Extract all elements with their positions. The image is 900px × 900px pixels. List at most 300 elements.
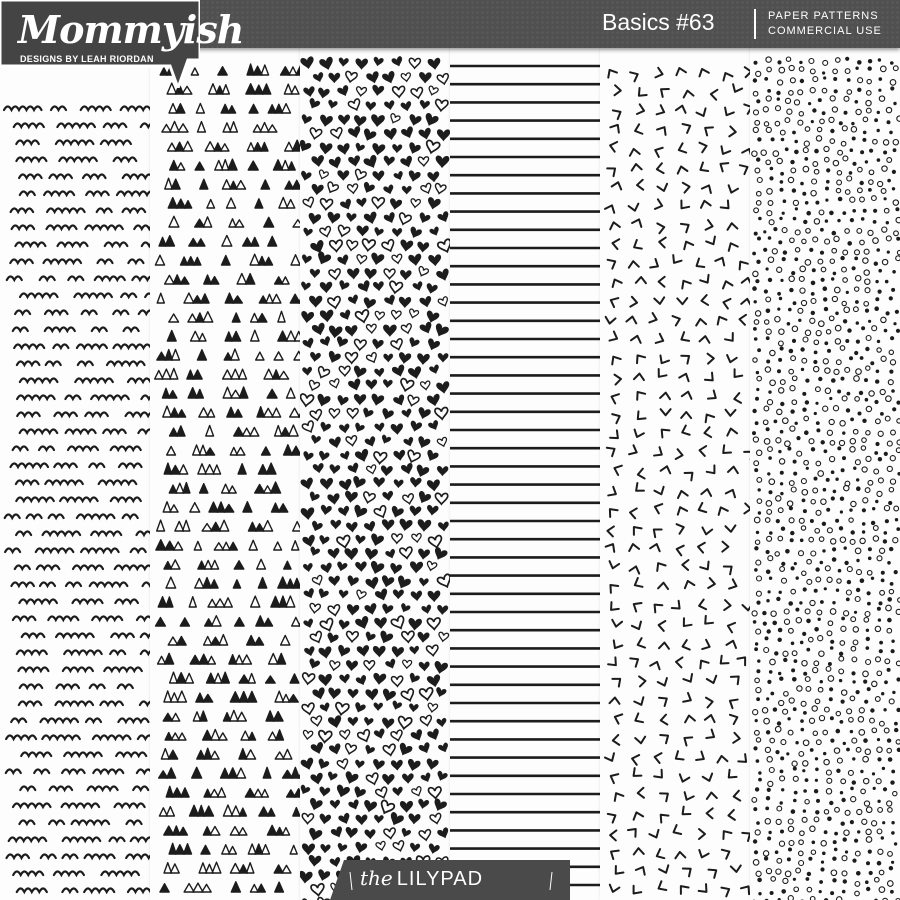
- scallop-mark: [90, 583, 128, 587]
- dot-mark: [864, 700, 868, 704]
- heart-mark: [302, 813, 314, 823]
- ring-mark: [827, 577, 832, 582]
- scallop-mark: [123, 175, 150, 179]
- chevron-mark: [651, 601, 662, 612]
- chevron-mark: [670, 255, 682, 266]
- ring-mark: [772, 249, 777, 254]
- chevron-mark: [716, 505, 728, 515]
- scallop-mark: [86, 192, 109, 196]
- ring-mark: [777, 858, 782, 863]
- heart-mark: [312, 575, 324, 586]
- dot-mark: [773, 227, 777, 231]
- dot-mark: [871, 577, 874, 580]
- ring-mark: [754, 208, 759, 213]
- chevron-mark: [695, 318, 706, 325]
- heart-mark: [307, 98, 320, 111]
- scallop-mark: [142, 243, 150, 247]
- dot-mark: [810, 519, 814, 523]
- ring-mark: [830, 609, 836, 615]
- heart-mark: [419, 662, 430, 672]
- heart-mark: [399, 297, 411, 308]
- triangle-mark: [190, 503, 200, 512]
- chevron-mark: [658, 426, 669, 437]
- scallop-mark: [13, 447, 28, 451]
- dot-mark: [864, 378, 868, 382]
- scallop-mark: [20, 379, 58, 383]
- triangle-mark: [276, 730, 284, 740]
- dot-mark: [862, 530, 865, 533]
- triangle-mark: [289, 425, 298, 436]
- dot-mark: [819, 880, 823, 884]
- dot-mark: [896, 401, 900, 405]
- heart-mark: [353, 702, 366, 714]
- scallop-mark: [41, 855, 56, 859]
- ring-mark: [789, 65, 794, 70]
- dot-mark: [857, 60, 862, 65]
- scallop-mark: [137, 617, 150, 621]
- heart-mark: [353, 115, 367, 127]
- dot-mark: [780, 402, 784, 406]
- heart-mark: [418, 212, 431, 225]
- chevron-mark: [708, 866, 719, 878]
- triangle-mark: [222, 255, 231, 265]
- ring-mark: [896, 256, 900, 261]
- ring-mark: [866, 406, 871, 411]
- dot-mark: [843, 319, 847, 323]
- triangle-mark: [232, 313, 240, 322]
- chevron-mark: [606, 542, 618, 552]
- ring-mark: [816, 461, 821, 466]
- triangle-mark: [291, 446, 300, 455]
- scallop-mark: [36, 549, 74, 553]
- triangle-mark: [169, 216, 179, 227]
- ring-mark: [775, 726, 781, 732]
- heart-mark: [345, 353, 357, 364]
- chevron-mark: [706, 220, 714, 231]
- dot-mark: [859, 391, 863, 395]
- triangle-mark: [204, 275, 211, 284]
- dot-mark: [858, 412, 862, 416]
- chevron-mark: [660, 732, 671, 744]
- heart-mark: [389, 113, 401, 124]
- chevron-mark: [720, 445, 731, 456]
- dot-mark: [776, 597, 780, 601]
- dot-mark: [755, 397, 759, 401]
- triangle-mark: [178, 410, 186, 417]
- chevron-mark: [706, 697, 713, 708]
- chevron-mark: [608, 847, 618, 859]
- ring-mark: [880, 721, 885, 726]
- dot-mark: [852, 137, 856, 141]
- heart-mark: [356, 815, 368, 825]
- ring-mark: [802, 571, 806, 575]
- heart-mark: [335, 784, 350, 798]
- triangle-mark: [165, 653, 174, 664]
- heart-mark: [301, 254, 312, 264]
- ring-mark: [838, 150, 843, 155]
- scallop-mark: [126, 855, 150, 859]
- heart-mark: [302, 420, 317, 434]
- ring-mark: [890, 479, 895, 484]
- triangle-mark: [197, 350, 206, 360]
- scallop-mark: [73, 566, 103, 570]
- dot-mark: [811, 311, 815, 315]
- ring-mark: [863, 671, 869, 677]
- scallop-mark: [49, 515, 64, 519]
- dot-mark: [846, 291, 849, 294]
- ring-mark: [792, 326, 797, 331]
- dot-mark: [891, 288, 895, 292]
- heart-mark: [428, 591, 441, 602]
- ring-mark: [791, 356, 796, 361]
- dot-mark: [754, 300, 757, 303]
- dot-mark: [832, 557, 837, 562]
- triangle-mark: [157, 520, 165, 531]
- dot-mark: [812, 108, 816, 112]
- heart-mark: [398, 352, 411, 364]
- ring-mark: [886, 605, 892, 611]
- dot-mark: [793, 460, 797, 464]
- dot-mark: [780, 430, 784, 434]
- scallop-mark: [39, 447, 54, 451]
- dot-mark: [863, 738, 868, 743]
- triangle-mark: [162, 388, 169, 398]
- dot-mark: [852, 780, 856, 784]
- triangle-mark: [230, 710, 238, 721]
- triangle-mark: [278, 577, 288, 588]
- ring-mark: [800, 831, 805, 836]
- dot-mark: [789, 506, 793, 510]
- ring-mark: [864, 778, 869, 783]
- heart-mark: [340, 309, 353, 321]
- dot-mark: [893, 102, 896, 105]
- heart-mark: [300, 871, 313, 884]
- triangle-mark: [288, 162, 295, 170]
- chevron-mark: [657, 184, 668, 193]
- dot-mark: [823, 286, 828, 291]
- dot-mark: [837, 219, 840, 222]
- triangle-mark: [207, 656, 215, 664]
- heart-mark: [383, 212, 397, 225]
- heart-mark: [371, 339, 383, 350]
- ring-mark: [827, 528, 832, 533]
- chevron-mark: [727, 185, 738, 194]
- scallop-mark: [17, 413, 40, 417]
- triangle-mark: [283, 770, 293, 778]
- scallop-mark: [18, 668, 48, 672]
- heart-mark: [348, 155, 361, 167]
- scallop-mark: [15, 566, 30, 570]
- heart-mark: [335, 336, 348, 349]
- heart-mark: [417, 548, 430, 560]
- ring-mark: [755, 678, 760, 683]
- dot-mark: [766, 550, 770, 554]
- ring-mark: [864, 249, 869, 254]
- heart-mark: [391, 310, 402, 320]
- triangle-mark: [231, 390, 241, 398]
- dot-mark: [765, 807, 769, 811]
- triangle-mark: [171, 465, 180, 474]
- ring-mark: [789, 518, 794, 523]
- dot-mark: [792, 188, 796, 192]
- ring-mark: [866, 456, 871, 461]
- chevron-mark: [658, 678, 670, 687]
- ring-mark: [842, 856, 847, 861]
- chevron-mark: [612, 412, 622, 424]
- ring-mark: [755, 120, 760, 125]
- heart-mark: [384, 828, 397, 840]
- triangle-mark: [192, 767, 202, 778]
- triangle-mark: [157, 293, 164, 303]
- ring-mark: [874, 469, 879, 474]
- ring-mark: [887, 748, 892, 753]
- chevron-mark: [717, 656, 728, 667]
- ring-mark: [816, 331, 821, 336]
- scallop-mark: [46, 362, 61, 366]
- triangle-mark: [168, 198, 177, 208]
- ring-mark: [845, 69, 850, 74]
- dot-mark: [855, 100, 859, 104]
- chevron-mark: [611, 620, 622, 628]
- ring-mark: [837, 758, 842, 763]
- dot-mark: [783, 250, 787, 254]
- chevron-mark: [702, 124, 713, 136]
- chevron-mark: [682, 390, 693, 398]
- ring-mark: [805, 800, 809, 804]
- scallop-mark: [6, 770, 21, 774]
- heart-mark: [319, 143, 332, 155]
- ring-mark: [855, 891, 860, 896]
- ring-mark: [881, 317, 886, 322]
- heart-mark: [410, 477, 422, 488]
- dot-mark: [805, 400, 809, 404]
- heart-mark: [302, 451, 314, 462]
- ring-mark: [777, 409, 782, 414]
- heart-mark: [428, 254, 441, 266]
- heart-mark: [320, 310, 334, 323]
- heart-mark: [315, 393, 330, 407]
- ring-mark: [883, 140, 888, 145]
- dot-mark: [769, 531, 773, 535]
- dot-mark: [758, 892, 761, 895]
- heart-mark: [300, 114, 312, 125]
- chevron-pattern-paper: [600, 0, 750, 900]
- ring-mark: [842, 301, 846, 305]
- chevron-mark: [607, 582, 618, 593]
- triangle-mark: [231, 882, 240, 892]
- heart-mark: [373, 227, 384, 237]
- dot-mark: [870, 708, 874, 712]
- heart-mark: [320, 478, 333, 490]
- ring-mark: [783, 418, 789, 424]
- ring-mark: [804, 416, 809, 421]
- ring-mark: [806, 687, 811, 692]
- heart-mark: [328, 715, 343, 729]
- chevron-mark: [611, 640, 623, 650]
- dot-mark: [768, 831, 771, 834]
- scallop-mark: [74, 294, 112, 298]
- dot-mark: [800, 182, 804, 186]
- triangle-mark: [234, 561, 244, 569]
- ring-mark: [805, 260, 811, 266]
- heart-mark: [426, 758, 439, 770]
- chevron-mark: [708, 578, 715, 589]
- dot-mark: [806, 619, 811, 624]
- chevron-mark: [727, 696, 737, 708]
- chevron-mark: [682, 734, 693, 746]
- heart-mark: [320, 505, 332, 516]
- chevron-mark: [677, 298, 687, 304]
- ring-mark: [855, 397, 860, 402]
- heart-mark: [399, 547, 413, 559]
- triangle-mark: [183, 141, 193, 151]
- ring-mark: [803, 337, 808, 342]
- heart-mark: [374, 703, 383, 711]
- heart-mark: [345, 71, 358, 83]
- ring-mark: [754, 517, 760, 523]
- triangle-mark: [205, 142, 215, 151]
- ring-mark: [801, 300, 806, 305]
- ring-mark: [756, 629, 761, 634]
- scallop-mark: [54, 413, 77, 417]
- heart-mark: [362, 491, 376, 504]
- heart-mark: [383, 379, 393, 388]
- triangle-mark: [172, 788, 182, 797]
- heart-mark: [432, 547, 448, 562]
- dot-mark: [832, 857, 836, 861]
- dot-mark: [780, 188, 784, 192]
- dot-mark: [815, 567, 819, 571]
- dot-mark: [785, 549, 790, 554]
- heart-mark: [309, 546, 321, 557]
- chevron-mark: [605, 317, 616, 324]
- chevron-mark: [697, 503, 706, 515]
- heart-mark: [317, 869, 331, 882]
- triangle-mark: [206, 448, 215, 455]
- triangle-mark: [199, 408, 208, 417]
- dot-mark: [886, 221, 889, 224]
- triangle-mark: [239, 369, 247, 379]
- heart-mark: [338, 590, 348, 599]
- ring-mark: [844, 96, 849, 101]
- heart-mark: [401, 126, 416, 140]
- triangle-mark: [261, 65, 269, 75]
- dot-mark: [887, 120, 891, 124]
- dot-mark: [757, 659, 760, 662]
- chevron-mark: [702, 616, 713, 627]
- dot-mark: [840, 497, 844, 501]
- ring-mark: [769, 768, 774, 773]
- dot-mark: [754, 468, 758, 472]
- dot-mark: [793, 301, 797, 305]
- scallop-mark: [98, 260, 113, 264]
- ring-mark: [868, 230, 873, 235]
- dot-mark: [865, 398, 869, 402]
- chevron-mark: [679, 372, 690, 381]
- heart-mark: [383, 184, 395, 195]
- ring-mark: [844, 307, 850, 313]
- dot-mark: [758, 488, 761, 491]
- ring-mark: [891, 430, 896, 435]
- heart-mark: [364, 521, 377, 533]
- ring-mark: [842, 126, 847, 131]
- ring-mark: [867, 91, 872, 96]
- chevron-mark: [724, 600, 731, 610]
- heart-mark: [400, 101, 412, 112]
- triangle-mark: [201, 294, 209, 303]
- heart-mark: [381, 688, 396, 702]
- heart-mark: [340, 730, 351, 740]
- triangle-mark: [223, 805, 232, 816]
- heart-mark: [419, 578, 429, 587]
- triangle-mark: [245, 789, 255, 797]
- dot-mark: [792, 131, 796, 135]
- ring-mark: [780, 567, 785, 572]
- ring-mark: [763, 851, 768, 856]
- scallop-mark: [104, 124, 127, 128]
- dot-mark: [794, 257, 798, 261]
- ring-mark: [814, 340, 819, 345]
- triangle-mark: [219, 733, 227, 740]
- heart-mark: [318, 170, 329, 181]
- dot-mark: [791, 271, 795, 275]
- chevron-mark: [631, 600, 641, 612]
- chevron-mark: [702, 640, 711, 652]
- heart-mark: [346, 435, 358, 446]
- dot-mark: [824, 830, 828, 834]
- dot-mark: [856, 871, 861, 876]
- ring-mark: [882, 166, 887, 171]
- triangle-mark: [242, 428, 250, 436]
- dot-mark: [836, 729, 841, 734]
- triangle-mark: [203, 730, 212, 740]
- triangle-mark: [196, 313, 204, 322]
- dot-mark: [806, 648, 810, 652]
- scallop-mark: [19, 175, 41, 179]
- ring-mark: [873, 526, 878, 531]
- ring-mark: [890, 80, 896, 86]
- triangle-mark: [222, 235, 232, 246]
- heart-mark: [394, 479, 404, 488]
- dot-mark: [822, 522, 826, 526]
- dot-mark: [756, 601, 760, 605]
- heart-mark: [300, 171, 312, 182]
- ring-mark: [805, 677, 810, 682]
- dot-mark: [862, 508, 866, 512]
- heart-mark: [362, 297, 376, 310]
- dot-mark: [762, 611, 766, 615]
- heart-mark: [328, 548, 341, 559]
- dot-mark: [756, 759, 760, 763]
- ring-mark: [832, 107, 837, 112]
- triangle-mark: [267, 808, 274, 816]
- dot-mark: [833, 272, 837, 276]
- dot-mark: [766, 309, 771, 314]
- scallop-mark: [121, 294, 136, 298]
- chevron-mark: [633, 578, 643, 590]
- ring-mark: [779, 459, 784, 464]
- dot-mark: [852, 209, 856, 213]
- dot-mark: [780, 770, 784, 774]
- ring-mark: [768, 781, 773, 786]
- heart-mark: [330, 520, 340, 529]
- heart-mark: [408, 618, 422, 630]
- heart-mark: [373, 673, 386, 685]
- dot-mark: [791, 668, 795, 672]
- ring-mark: [868, 480, 873, 485]
- ring-mark: [810, 69, 815, 74]
- heart-mark: [329, 464, 340, 474]
